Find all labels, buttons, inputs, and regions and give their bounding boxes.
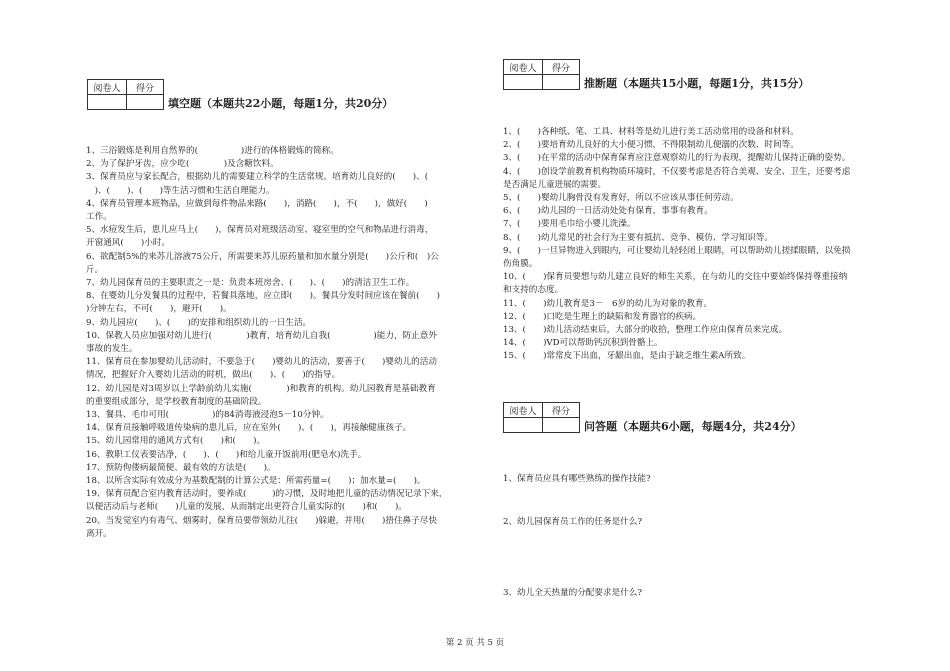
reviewer-cell[interactable]: [504, 75, 543, 90]
question-line: 的重要组成部分，是学校教育制度的基础阶段。: [86, 396, 267, 407]
question-line: 14、保育员接触呼吸道传染病的患儿后，应在室外( )、( )，再接触健康孩子。: [86, 423, 412, 434]
question-line: 12、幼儿园是对3周岁以上学龄前幼儿实施( )和教育的机构。幼儿园教育是基础教育: [86, 383, 436, 394]
question-line: 是否满足儿童进展的需要。: [503, 179, 607, 190]
question-line: 15、幼儿园常用的通风方式有( )和( )。: [86, 436, 266, 447]
section-title-true-false: 推断题（本题共15小题，每题1分，共15分）: [584, 77, 810, 90]
question-line: 4、保育员管理本班物品，应做到每件物品来路( )，消路( )，不( )，做好( ): [86, 198, 428, 209]
reviewer-cell[interactable]: [88, 95, 127, 110]
score-label: 得分: [127, 80, 164, 95]
question-line: 14、( )VD可以帮助钙沉积到骨骼上。: [503, 338, 663, 349]
question-line: 7、幼儿园保育员的主要职责之一是：负责本班房舍、( )、( )的清洁卫生工作。: [86, 278, 415, 289]
score-cell[interactable]: [127, 95, 164, 110]
true-false-question-list: [503, 126, 908, 364]
question-line: 9、( )一旦异物进入到眼内，可让婴幼儿轻轻闭上眼睛，可以帮助幼儿搓揉眼睛，以免损: [503, 245, 851, 256]
section-title-qa: 问答题（本题共6小题，每题4分，共24分）: [584, 420, 802, 433]
question-line: 3、保育员应与家长配合，根据幼儿的需要建立科学的生活常规。培育幼儿良好的( )、(: [86, 172, 429, 183]
question-line: 8、在婴幼儿分发餐具的过程中，若餐具落地，应立即( )。餐具分发时间应该在餐前( ): [86, 291, 441, 302]
reviewer-label: 阅卷人: [88, 80, 127, 95]
score-label: 得分: [543, 60, 580, 75]
question-line: 1、( )各种纸、笔、工具、材料等是幼儿进行美工活动常用的设备和材料。: [503, 127, 799, 137]
question-line: 6、欲配制5%的来苏儿溶液75公斤，所需要来苏儿原药量和加水量分别是( )公斤和( )公: [86, 251, 439, 262]
score-table-3: [503, 402, 580, 433]
question-line: 10、保教人员应加强对幼儿进行( )教育，培育幼儿自我( )能力，防止意外: [86, 330, 437, 341]
question-line: 离开。: [86, 528, 112, 539]
reviewer-cell[interactable]: [504, 418, 543, 433]
question-line: 3、( )在平常的活动中保育保育应注意观察幼儿的行为表现，提醒幼儿保持正确的姿势。: [503, 153, 851, 164]
question-line: 19、保育员配合室内教育活动时，要养成( )的习惯，及时地把儿童的活动情况记录下来，: [86, 489, 448, 500]
question-line: 情况，把握好介入婴幼儿活动的时机，做出( )、( )的指导。: [86, 370, 341, 381]
question-line: 5、水痘发生后，患儿应马上( )，保育员对班级活动室、寝室里的空气和物品进行消毒，: [86, 225, 434, 236]
question-line: 10、( )保育员要想与幼儿建立良好的师生关系，在与幼儿的交往中要始终保持尊重接纳: [503, 272, 848, 283]
reviewer-label: 阅卷人: [504, 403, 543, 418]
score-table-2: [503, 59, 580, 90]
question-line: 7、( )要用毛巾给小婴儿洗澡。: [503, 219, 636, 230]
question-line: 4、( )创设学前教育机构物质环境时，不仅要考虑是否符合美观、安全、卫生，还要考虑: [503, 166, 851, 177]
question-line: 15、( )常常皮下出血，牙龈出血，是由于缺乏维生素A所致。: [503, 351, 751, 362]
question-line: 18、以所含实际有效成分为基数配制的计算公式是：所需药量=( )；加水量=( )。: [86, 476, 426, 487]
qa-question-1: 1、保育员应具有哪些熟练的操作技能?: [503, 474, 651, 484]
question-line: 11、保育员在参加婴幼儿活动时，不要急于( )婴幼儿的活动，要善于( )婴幼儿的活动: [86, 357, 437, 368]
fill-blank-question-list: [86, 145, 486, 541]
question-line: )分钟左右，不可( )，避开( )。: [86, 304, 232, 315]
question-line: 斤。: [86, 264, 104, 275]
qa-question-2: 2、幼儿园保育员工作的任务是什么?: [503, 517, 642, 527]
question-line: 5、( )婴幼儿胸骨没有发育好，所以不应该从事任何劳动。: [503, 193, 739, 204]
question-line: 17、预防佝偻病最简便、最有效的方法是( )。: [86, 462, 276, 473]
question-line: 20、当发觉室内有毒气、烟雾时，保育员要带领幼儿往( )躲避，并用( )捂住鼻子尽快: [86, 515, 437, 526]
question-line: 8、( )幼儿常见的社会行为主要有抵抗、竞争、模仿、学习知识等。: [503, 232, 773, 243]
question-line: 13、( )幼儿活动结束后，大部分的收拾，整理工作应由保育员来完成。: [503, 325, 788, 336]
question-line: 9、幼儿园应( )、( )的安排和组织幼儿的一日生活。: [86, 317, 312, 328]
qa-question-3: 3、幼儿全天热量的分配要求是什么?: [503, 588, 642, 598]
question-line: 以便活动后与老师( )儿童的发展，从而制定出更符合儿童实际的( )和( )。: [86, 502, 407, 513]
section-title-fill-blank: 填空题（本题共22小题，每题1分，共20分）: [168, 97, 394, 110]
question-line: 事故的发生。: [86, 344, 138, 355]
question-line: 6、( )幼儿园的一日活动处处有保育，事事有教育。: [503, 206, 713, 217]
score-cell[interactable]: [543, 418, 580, 433]
question-line: 开窗通风( )小时。: [86, 238, 171, 249]
question-line: 11、( )幼儿教育是3－ 6岁的幼儿为对象的教育。: [503, 298, 713, 309]
question-line: 2、为了保护牙齿，应少吃( )及含糖饮料。: [86, 159, 279, 170]
score-label: 得分: [543, 403, 580, 418]
reviewer-label: 阅卷人: [504, 60, 543, 75]
question-line: 2、( )要培育幼儿良好的大小便习惯，不得限制幼儿便溺的次数、时间等。: [503, 140, 799, 151]
question-line: 12、( )口吃是生理上的缺陷和发育器官的疾病。: [503, 311, 702, 322]
page-footer: 第 2 页 共 5 页: [445, 638, 505, 648]
question-line: 伤角膜。: [503, 259, 538, 270]
question-line: 1、三浴锻炼是利用自然界的( )进行的体格锻炼的简称。: [86, 146, 339, 156]
question-line: 和支持的态度。: [503, 285, 564, 296]
score-cell[interactable]: [543, 75, 580, 90]
question-line: )、( )、( )等生活习惯和生活自理能力。: [86, 185, 275, 196]
score-table-1: [87, 79, 164, 110]
question-line: 工作。: [86, 212, 112, 223]
question-line: 13、餐具、毛巾可用( )的84消毒液浸泡5－10分钟。: [86, 410, 329, 421]
question-line: 16、教职工仪表要洁净，( )、( )和给儿童开饭前用(肥皂水)洗手。: [86, 449, 367, 460]
